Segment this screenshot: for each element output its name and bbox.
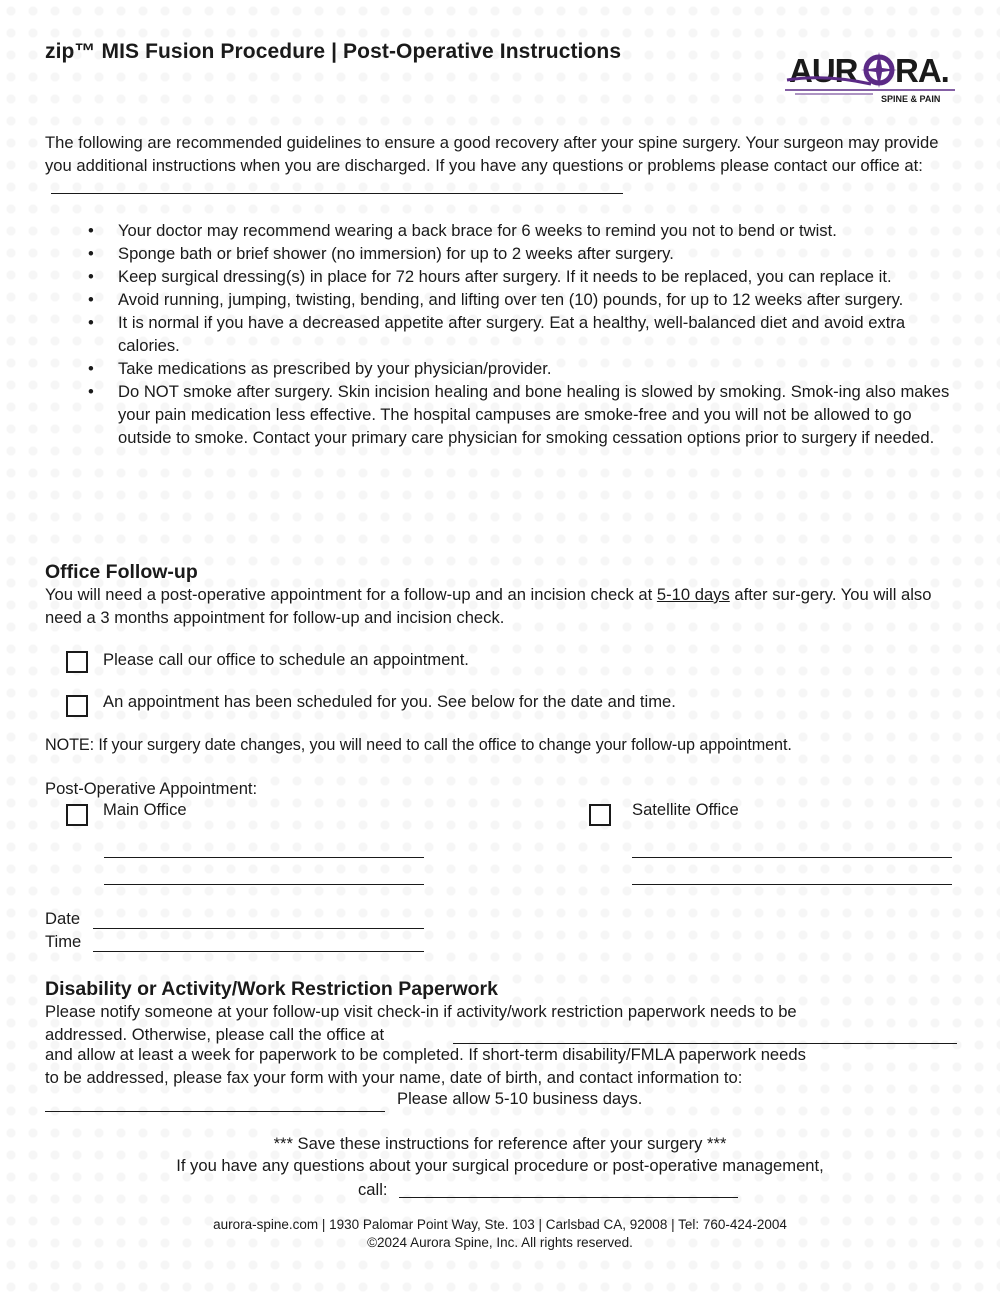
footer-address: aurora-spine.com | 1930 Palomar Point Way, Ste. 103 | Carlsbad CA, 92008 | Tel: 760-424-2004 [213,1217,787,1232]
call-office-checkbox[interactable] [66,651,88,673]
paperwork-line-3: and allow at least a week for paperwork to be completed. If short-term disability/FMLA paperwork needs [45,1045,806,1064]
call-label: call: [358,1180,388,1199]
save-instructions-text: *** Save these instructions for reference after your surgery *** [273,1134,727,1153]
guidelines-list [88,219,960,449]
svg-text:SPINE & PAIN: SPINE & PAIN [881,94,941,104]
note-text: NOTE: If your surgery date changes, you will need to call the office to change your follow-up appointment. [45,736,792,754]
paperwork-line-4: to be addressed, please fax your form with your name, date of birth, and contact information to: [45,1068,743,1087]
followup-days: 5-10 days [656,585,730,604]
time-label: Time [45,932,82,951]
list-item: • Sponge bath or brief shower (no immersion) for up to 2 weeks after surgery. [88,242,960,265]
followup-text-before: You will need a post-operative appointment for a follow-up and an incision check at [45,585,657,604]
list-item: • Do NOT smoke after surgery. Skin incision healing and bone healing is slowed by smoking. Smok-ing also makes your pain medication less effective. The hospital campuses are smoke-free and you will not be allowed to go outside to smoke. Contact your primary care physician for smoking cessation options prior to surgery if needed. [88,380,960,449]
call-office-label: Please call our office to schedule an appointment. [103,650,469,669]
main-office-address-line-1[interactable] [104,857,424,858]
appointment-scheduled-checkbox[interactable] [66,695,88,717]
page-title: zip™ MIS Fusion Procedure | Post-Operative Instructions [45,40,622,63]
intro-paragraph [45,131,957,200]
satellite-office-address-line-2[interactable] [632,884,952,885]
paperwork-line-1: Please notify someone at your follow-up visit check-in if activity/work restriction paperwork needs to be [45,1002,797,1021]
satellite-office-address-line-1[interactable] [632,857,952,858]
aurora-logo [785,50,960,106]
list-item: • Keep surgical dressing(s) in place for 72 hours after surgery. If it needs to be replaced, you can replace it. [88,265,960,288]
aurora-logo-graphic [785,50,960,106]
contact-blank-line[interactable] [51,177,623,194]
time-line[interactable] [93,951,424,952]
main-office-address-line-2[interactable] [104,884,424,885]
list-item: • It is normal if you have a decreased appetite after surgery. Eat a healthy, well-balanced diet and avoid extra calories. [88,311,960,357]
call-number-line[interactable] [399,1197,738,1198]
footer-copyright: ©2024 Aurora Spine, Inc. All rights reserved. [367,1235,633,1250]
satellite-office-label: Satellite Office [632,800,739,819]
main-office-checkbox[interactable] [66,804,88,826]
office-followup-text [45,583,957,629]
list-item: • Avoid running, jumping, twisting, bending, and lifting over ten (10) pounds, for up to 12 weeks after surgery. [88,288,960,311]
followup-text-after: after sur-gery. You will also need a 3 months appointment for follow-up and incision check. [45,585,932,627]
list-item: • Take medications as prescribed by your physician/provider. [88,357,960,380]
satellite-office-checkbox[interactable] [589,804,611,826]
questions-text: If you have any questions about your surgical procedure or post-operative management, [176,1156,824,1175]
appointment-scheduled-label: An appointment has been scheduled for you. See below for the date and time. [103,692,676,711]
paperwork-line-5: Please allow 5-10 business days. [397,1089,643,1108]
paperwork-line-2: addressed. Otherwise, please call the office at [45,1025,385,1044]
date-label: Date [45,909,81,928]
fax-number-line[interactable] [45,1111,385,1112]
office-followup-heading: Office Follow-up [45,561,198,583]
date-line[interactable] [93,928,424,929]
paperwork-heading: Disability or Activity/Work Restriction Paperwork [45,978,498,1000]
intro-text: The following are recommended guidelines to ensure a good recovery after your spine surgery. Your surgeon may provide you additional instructions when you are discharged. If you have any questions or problems please contact our office at: [45,133,939,175]
appointment-label: Post-Operative Appointment: [45,779,258,798]
list-item: • Your doctor may recommend wearing a back brace for 6 weeks to remind you not to bend or twist. [88,219,960,242]
svg-text:RA.: RA. [895,52,949,89]
svg-text:AUR: AUR [789,52,858,89]
main-office-label: Main Office [103,800,187,819]
